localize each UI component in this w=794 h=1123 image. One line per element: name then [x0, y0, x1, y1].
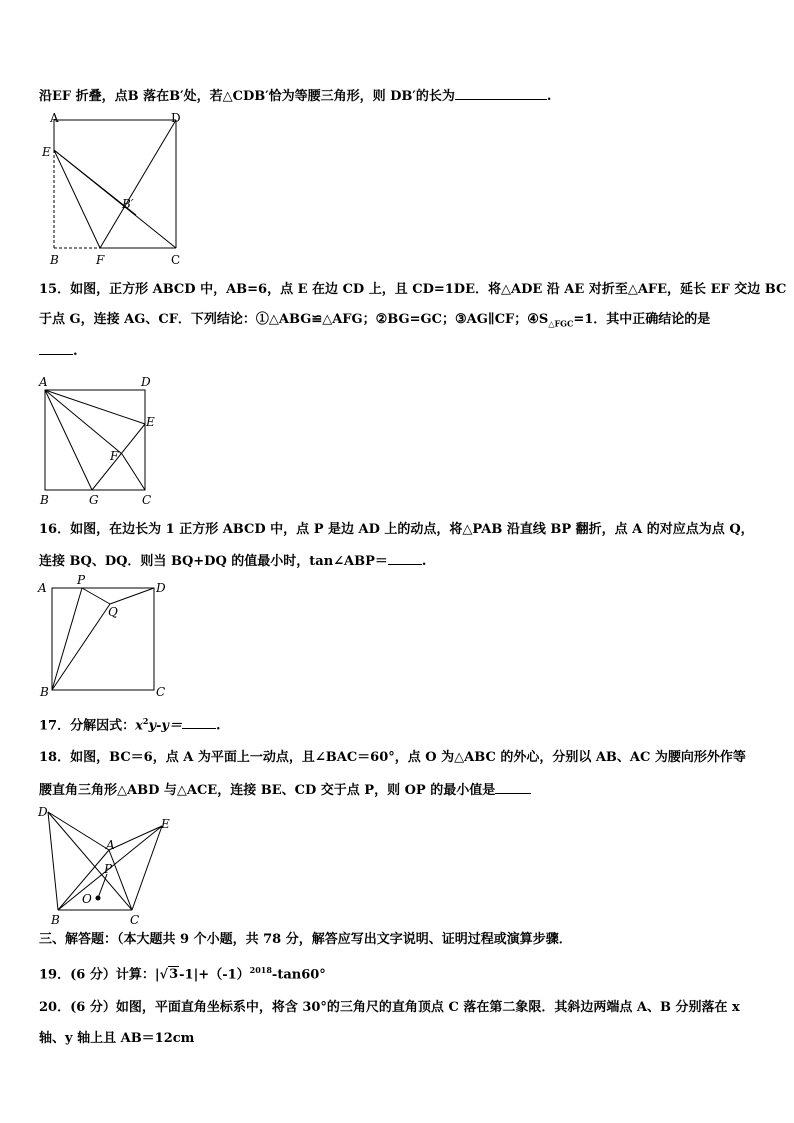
- label-C: C: [171, 253, 181, 267]
- q18-line1: 18．如图，BC＝6，点 A 为平面上一动点，且∠BAC＝60°，点 O 为△ABC 的外心，分别以 AB、AC 为腰向形外作等: [39, 750, 746, 765]
- label-C: C: [130, 913, 140, 926]
- q15-line2: 于点 G，连接 AG、CF．下列结论：①△ABG≌△AFG；②BG=GC；③AG∥CF；$④S_{\triangle FGC}=1$．其中正确结论的是: [39, 312, 711, 329]
- answer-blank[interactable]: [388, 552, 422, 565]
- label-D: D: [156, 581, 166, 595]
- answer-blank[interactable]: [455, 87, 547, 100]
- q16-figure: [36, 574, 176, 698]
- label-D: D: [141, 375, 151, 389]
- q14-figure: [38, 110, 188, 270]
- q15-figure: [34, 374, 164, 506]
- q15-line1: 15．如图，正方形 ABCD 中，AB=6，点 E 在边 CD 上，且 CD=1DE．将△ADE 沿 AE 对折至△AFE，延长 EF 交边 BC: [39, 282, 787, 297]
- label-P: P: [104, 862, 113, 876]
- q14-text: 沿EF 折叠，点B 落在B′处，若△CDB′恰为等腰三角形，则 DB′的长为 .: [39, 89, 552, 104]
- label-F: F: [110, 449, 119, 463]
- label-D: D: [38, 805, 48, 819]
- answer-blank[interactable]: [182, 716, 216, 729]
- label-P: P: [77, 574, 86, 587]
- q16-line2: 连接 BQ、DQ．则当 BQ+DQ 的值最小时，tan∠ABP＝ .: [39, 554, 427, 569]
- label-B: B: [40, 685, 49, 698]
- q19-text: 19．(6 分）计算：$|√3-1|+(-1)^{2018}-\tan 60^\circ$: [39, 965, 326, 983]
- q17-text: 17．分解因式：$x^2y-y=$ .: [39, 716, 221, 734]
- label-E: E: [161, 817, 170, 831]
- q16-line1: 16．如图，在边长为 1 正方形 ABCD 中，点 P 是边 AD 上的动点，将△PAB 沿直线 BP 翻折，点 A 的对应点为点 Q，: [39, 522, 754, 537]
- q18-figure: [34, 802, 179, 926]
- label-G: G: [89, 493, 99, 506]
- label-C: C: [156, 685, 166, 698]
- label-A: A: [38, 581, 47, 595]
- label-E: E: [42, 145, 51, 159]
- q18-line2: 腰直角三角形△ABD 与△ACE，连接 BE、CD 交于点 P，则 OP 的最小值是: [39, 781, 531, 799]
- q20-line1: 20．(6 分）如图，平面直角坐标系中，将含 30°的三角尺的直角顶点 C 落在第二象限．其斜边两端点 A、B 分别落在 x: [39, 1000, 740, 1015]
- label-C: C: [142, 493, 152, 506]
- label-D: D: [171, 111, 181, 125]
- answer-blank[interactable]: [39, 342, 73, 355]
- label-O: O: [82, 892, 92, 906]
- section-3-heading: 三、解答题：（本大题共 9 个小题，共 78 分，解答应写出文字说明、证明过程或演算步骤．: [39, 932, 572, 947]
- answer-blank[interactable]: [495, 781, 531, 794]
- label-A: A: [106, 838, 115, 852]
- label-B-prime: B′: [122, 197, 134, 211]
- q15-line3: .: [39, 342, 78, 360]
- sqrt-symbol: √: [159, 967, 169, 983]
- label-A: A: [39, 375, 48, 389]
- label-Q: Q: [108, 605, 118, 619]
- q20-line2: 轴、y 轴上且 AB＝12cm: [39, 1031, 195, 1046]
- label-A: A: [50, 111, 59, 125]
- label-B: B: [51, 913, 60, 926]
- label-B: B: [50, 253, 59, 267]
- label-F: F: [96, 253, 105, 267]
- label-E: E: [146, 415, 155, 429]
- label-B: B: [40, 493, 49, 506]
